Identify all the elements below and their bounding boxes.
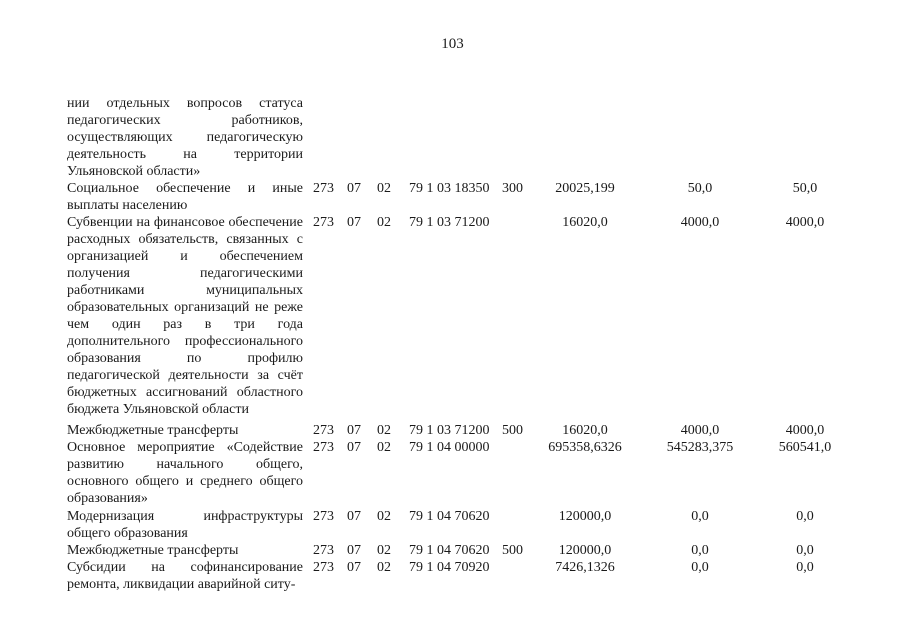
- amount-3: 0,0: [796, 543, 814, 558]
- amount-3: 4000,0: [785, 215, 825, 230]
- row-name: Межбюджетные трансферты: [67, 543, 239, 558]
- section-code: 07: [347, 509, 361, 524]
- amount-2: 4000,0: [680, 423, 720, 438]
- amount-1: 16020,0: [562, 215, 608, 230]
- row-name: Основное мероприятие «Содействие развитию начального общего, основного общего и среднего общего образования»: [67, 440, 303, 506]
- amount-1: 20025,199: [555, 181, 615, 196]
- amount-2: 0,0: [691, 543, 709, 558]
- amount-1: 695358,6326: [548, 440, 622, 455]
- amount-1: 7426,1326: [555, 560, 615, 575]
- ministry-code: 273: [313, 423, 334, 438]
- subsection-code: 02: [377, 423, 391, 438]
- target-article-code: 79 1 04 70620: [409, 509, 490, 524]
- section-code: 07: [347, 423, 361, 438]
- subsection-code: 02: [377, 543, 391, 558]
- expense-type-code: 300: [502, 181, 523, 196]
- amount-3: 560541,0: [778, 440, 832, 455]
- amount-3: 0,0: [796, 509, 814, 524]
- row-name: Субвенции на финансовое обеспечение расходных обязательств, связанных с организацией и обеспечением получения педагогическими работниками муниципальных образовательных организаций не реже чем один раз в три года дополнительного профессионального образования по профилю педагогической деятельности за счёт бюджетных ассигнований областного бюджета Ульяновской области: [67, 215, 303, 417]
- target-article-code: 79 1 03 71200: [409, 215, 490, 230]
- amount-2: 4000,0: [680, 215, 720, 230]
- amount-2: 545283,375: [666, 440, 734, 455]
- section-code: 07: [347, 181, 361, 196]
- amount-3: 50,0: [792, 181, 818, 196]
- subsection-code: 02: [377, 181, 391, 196]
- expense-type-code: 500: [502, 423, 523, 438]
- amount-2: 0,0: [691, 560, 709, 575]
- row-name: нии отдельных вопросов статуса педагогических работников, осуществляющих педагогическую деятельность на территории Ульяновской области»: [67, 96, 303, 179]
- target-article-code: 79 1 04 00000: [409, 440, 490, 455]
- expense-type-code: 500: [502, 543, 523, 558]
- row-name: Модернизация инфраструктуры общего образования: [67, 509, 303, 541]
- section-code: 07: [347, 215, 361, 230]
- section-code: 07: [347, 440, 361, 455]
- amount-1: 120000,0: [558, 509, 612, 524]
- subsection-code: 02: [377, 215, 391, 230]
- amount-2: 0,0: [691, 509, 709, 524]
- amount-3: 4000,0: [785, 423, 825, 438]
- target-article-code: 79 1 03 71200: [409, 423, 490, 438]
- ministry-code: 273: [313, 181, 334, 196]
- row-name: Субсидии на софинансирование ремонта, ликвидации аварийной ситу-: [67, 560, 303, 592]
- amount-3: 0,0: [796, 560, 814, 575]
- ministry-code: 273: [313, 509, 334, 524]
- section-code: 07: [347, 543, 361, 558]
- page-number: 103: [441, 36, 464, 52]
- subsection-code: 02: [377, 560, 391, 575]
- ministry-code: 273: [313, 215, 334, 230]
- ministry-code: 273: [313, 543, 334, 558]
- target-article-code: 79 1 04 70620: [409, 543, 490, 558]
- subsection-code: 02: [377, 509, 391, 524]
- ministry-code: 273: [313, 560, 334, 575]
- row-name: Социальное обеспечение и иные выплаты населению: [67, 181, 303, 213]
- ministry-code: 273: [313, 440, 334, 455]
- row-name: Межбюджетные трансферты: [67, 423, 239, 438]
- target-article-code: 79 1 03 18350: [409, 181, 490, 196]
- amount-1: 120000,0: [558, 543, 612, 558]
- subsection-code: 02: [377, 440, 391, 455]
- target-article-code: 79 1 04 70920: [409, 560, 490, 575]
- amount-2: 50,0: [687, 181, 713, 196]
- section-code: 07: [347, 560, 361, 575]
- amount-1: 16020,0: [562, 423, 608, 438]
